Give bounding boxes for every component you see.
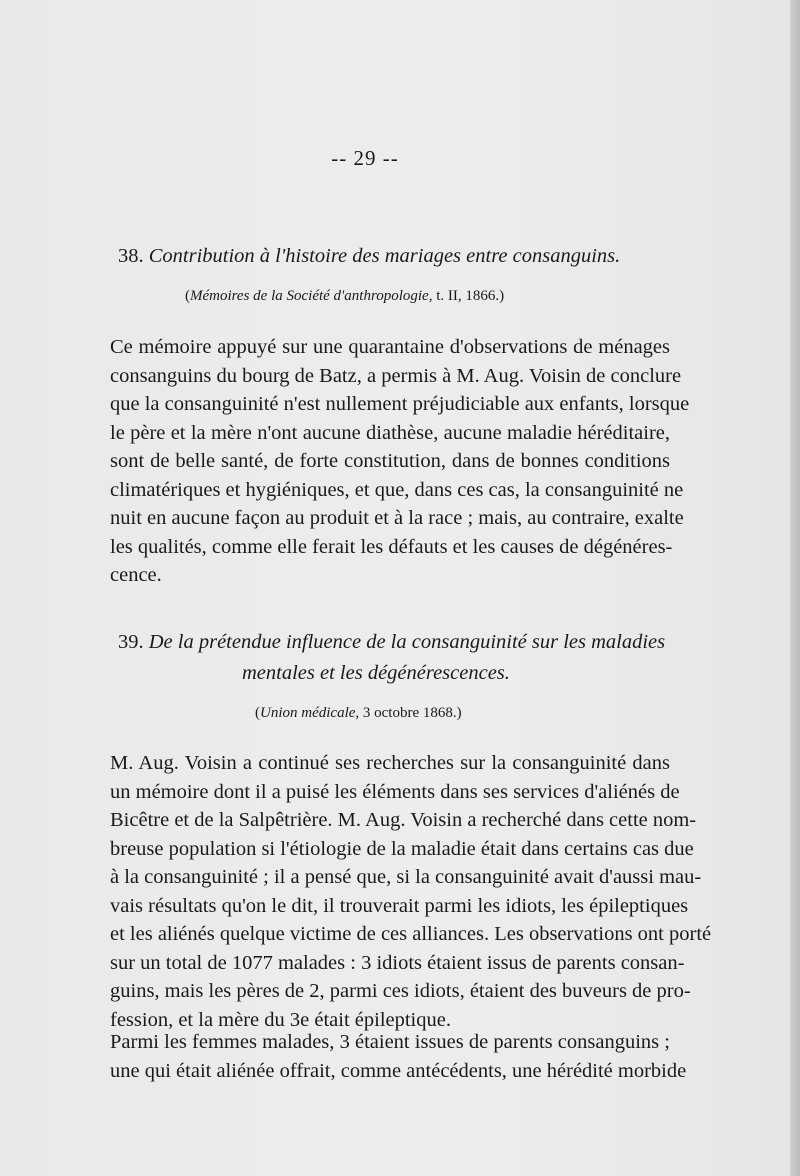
paragraph-line: les qualités, comme elle ferait les défauts et les causes de dégénéres-: [110, 535, 673, 558]
entry-38-paragraph: [110, 333, 690, 590]
paragraph-line: Bicêtre et de la Salpêtrière. M. Aug. Voisin a recherché dans cette nom-: [110, 809, 697, 831]
paragraph-line: Parmi les femmes malades, 3 étaient issues de parents consanguins ;: [110, 1031, 670, 1053]
paragraph-line: sont de belle santé, de forte constitution, dans de bonnes conditions: [110, 450, 670, 472]
entry-38-heading: [118, 245, 620, 268]
paragraph-line: vais résultats qu'on le dit, il trouverait parmi les idiots, les épileptiques: [110, 894, 689, 917]
entry-39-source-journal: Union médicale,: [260, 705, 360, 721]
entry-39-paragraph-1: [110, 749, 712, 1034]
paragraph-line: et les aliénés quelque victime de ces alliances. Les observations ont porté: [110, 923, 712, 945]
entry-38-number: 38.: [118, 245, 144, 267]
entry-39-paragraph-2: [110, 1028, 687, 1085]
entry-38-source-detail: t. II, 1866.): [432, 288, 505, 304]
paragraph-line: fession, et la mère du 3e était épileptique.: [110, 1008, 451, 1031]
paragraph-line: cence.: [110, 564, 162, 586]
entry-39-source-detail: 3 octobre 1868.): [359, 705, 462, 721]
paragraph-line: guins, mais les pères de 2, parmi ces idiots, étaient des buveurs de pro-: [110, 980, 691, 1002]
entry-38-source-journal: Mémoires de la Société d'anthropologie,: [190, 288, 433, 304]
paragraph-line: breuse population si l'étiologie de la maladie était dans certains cas due: [110, 837, 694, 860]
paragraph-line: à la consanguinité ; il a pensé que, si la consanguinité avait d'aussi mau-: [110, 866, 702, 888]
entry-39-heading: [118, 631, 665, 654]
paragraph-line: un mémoire dont il a puisé les éléments dans ses services d'aliénés de: [110, 780, 680, 803]
paragraph-line: une qui était aliénée offrait, comme antécédents, une hérédité morbide: [110, 1059, 687, 1082]
entry-39-title-line1: De la prétendue influence de la consanguinité sur les maladies: [148, 631, 666, 653]
paragraph-line: que la consanguinité n'est nullement préjudiciable aux enfants, lorsque: [110, 393, 690, 415]
paragraph-line: climatériques et hygiéniques, et que, dans ces cas, la consanguinité ne: [110, 478, 684, 501]
page-edge-shadow: [790, 0, 800, 1176]
paragraph-line: consanguins du bourg de Batz, a permis à M. Aug. Voisin de conclure: [110, 364, 682, 387]
paragraph-line: sur un total de 1077 malades : 3 idiots étaient issus de parents consan-: [110, 951, 685, 974]
entry-38-title: Contribution à l'histoire des mariages entre consanguins.: [148, 245, 621, 267]
entry-39-title-line2: mentales et les dégénérescences.: [242, 662, 510, 684]
paragraph-line: Ce mémoire appuyé sur une quarantaine d'observations de ménages: [110, 336, 670, 358]
entry-39-number: 39.: [118, 631, 144, 653]
page-number: -- 29 --: [331, 146, 399, 170]
entry-38-source: [185, 288, 504, 305]
paragraph-line: M. Aug. Voisin a continué ses recherches sur la consanguinité dans: [110, 752, 670, 774]
entry-39-source-open: (: [255, 705, 260, 721]
entry-38-source-open: (: [185, 288, 190, 304]
entry-39-source: [255, 705, 462, 722]
paragraph-line: nuit en aucune façon au produit et à la race ; mais, au contraire, exalte: [110, 507, 684, 529]
paragraph-line: le père et la mère n'ont aucune diathèse, aucune maladie héréditaire,: [110, 421, 670, 444]
